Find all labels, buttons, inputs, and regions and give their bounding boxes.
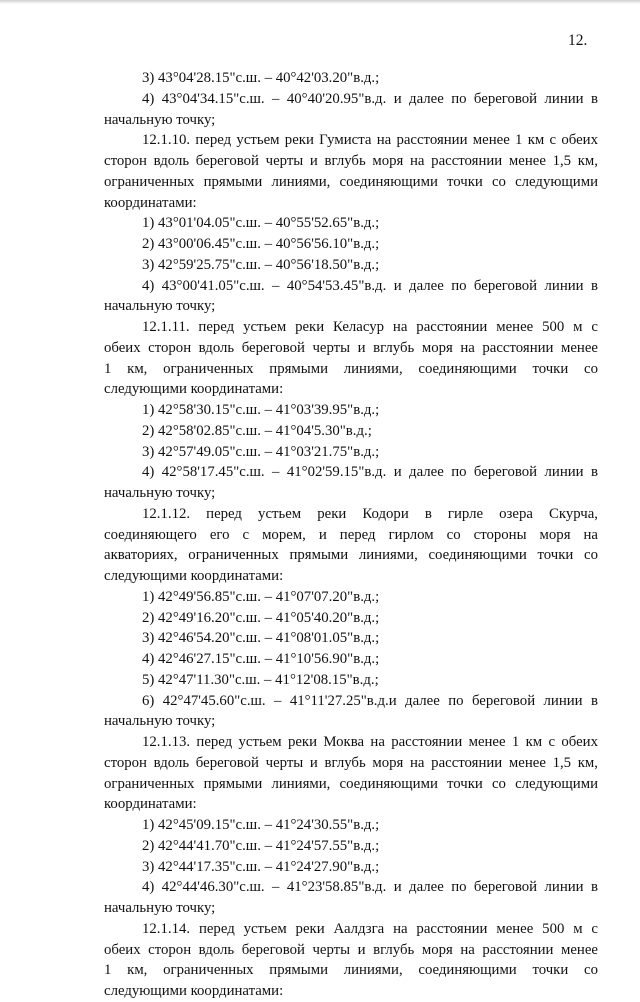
text-line: 12.1.14. перед устьем реки Аалдзга на расстоянии менее 500 м с [142,920,598,937]
text-line: 3) 42°57'49.05"с.ш. – 41°03'21.75"в.д.; [142,443,380,460]
text-line: 1) 42°45'09.15"с.ш. – 41°24'30.55"в.д.; [142,817,380,833]
text-line: ограниченных прямыми линиями, соединяющими точки со следующими [104,775,598,792]
text-line: обеих сторон вдоль береговой черты и вглубь моря на расстоянии менее [104,339,598,356]
text-line: 3) 43°04'28.15"с.ш. – 40°42'03.20"в.д.; [142,70,380,86]
text-line: 4) 42°46'27.15"с.ш. – 41°10'56.90"в.д.; [142,651,380,667]
text-line: 2) 42°58'02.85"с.ш. – 41°04'5.30"в.д.; [142,422,372,439]
text-line: следующими координатами: [104,983,284,999]
text-line: 4) 43°00'41.05"с.ш. – 40°54'53.45"в.д. и далее по береговой линии в [142,277,598,294]
text-line: начальную точку; [104,900,216,916]
document-body [104,68,598,1002]
text-line: обеих сторон вдоль береговой черты и вглубь моря на расстоянии менее [104,941,598,958]
page-number: 12. [568,32,588,49]
text-line: 2) 42°44'41.70"с.ш. – 41°24'57.55"в.д.; [142,837,380,854]
text-line: 1) 42°49'56.85"с.ш. – 41°07'07.20"в.д.; [142,588,380,605]
text-line: ограниченных прямыми линиями, соединяющими точки со следующими [104,173,598,190]
text-line: 12.1.12. перед устьем реки Кодори в гирле озера Скурча, [142,505,598,522]
scan-edge-shadow [0,0,640,4]
text-line: 4) 42°58'17.45"с.ш. – 41°02'59.15"в.д. и далее по береговой линии в [142,464,598,481]
text-line: акваториях, ограниченных прямыми линиями, соединяющими точки со [104,547,598,564]
text-line: начальную точку; [104,485,216,501]
text-line: 5) 42°47'11.30"с.ш. – 41°12'08.15"в.д.; [142,671,379,688]
text-line: 2) 43°00'06.45"с.ш. – 40°56'56.10"в.д.; [142,236,380,252]
text-line: 1) 42°58'30.15"с.ш. – 41°03'39.95"в.д.; [142,402,380,418]
text-line: координатами: [104,194,197,211]
text-line: 1 км, ограниченных прямыми линиями, соединяющими точки со [104,360,598,377]
text-line: 2) 42°49'16.20"с.ш. – 41°05'40.20"в.д.; [142,609,380,626]
text-line: начальную точку; [104,111,216,128]
text-line: следующими координатами: [104,568,284,584]
text-line: соединяющего его с морем, и перед гирлом со стороны моря на [104,526,598,543]
text-line: 12.1.11. перед устьем реки Келасур на расстоянии менее 500 м с [142,319,598,335]
text-line: сторон вдоль береговой черты и вглубь моря на расстоянии менее 1,5 км, [104,153,598,169]
text-line: 3) 42°44'17.35"с.ш. – 41°24'27.90"в.д.; [142,858,380,875]
text-line: 12.1.13. перед устьем реки Моква на расстоянии менее 1 км с обеих [142,734,598,750]
text-line: 6) 42°47'45.60"с.ш. – 41°11'27.25"в.д.и далее по береговой линии в [142,692,598,709]
text-line: 1) 43°01'04.05"с.ш. – 40°55'52.65"в.д.; [142,215,380,232]
text-line: 4) 43°04'34.15"с.ш. – 40°40'20.95"в.д. и далее по береговой линии в [142,90,598,107]
text-line: 3) 42°59'25.75"с.ш. – 40°56'18.50"в.д.; [142,256,380,273]
text-line: начальную точку; [104,713,216,730]
text-line: следующими координатами: [104,381,284,398]
text-line: 12.1.10. перед устьем реки Гумиста на расстоянии менее 1 км с обеих [142,132,598,149]
text-line: 3) 42°46'54.20"с.ш. – 41°08'01.05"в.д.; [142,630,380,647]
text-line: 1 км, ограниченных прямыми линиями, соединяющими точки со [104,962,598,979]
text-line: начальную точку; [104,298,216,315]
text-line: координатами: [104,796,197,813]
text-line: сторон вдоль береговой черты и вглубь моря на расстоянии менее 1,5 км, [104,754,598,771]
text-line: 4) 42°44'46.30"с.ш. – 41°23'58.85"в.д. и далее по береговой линии в [142,879,598,896]
